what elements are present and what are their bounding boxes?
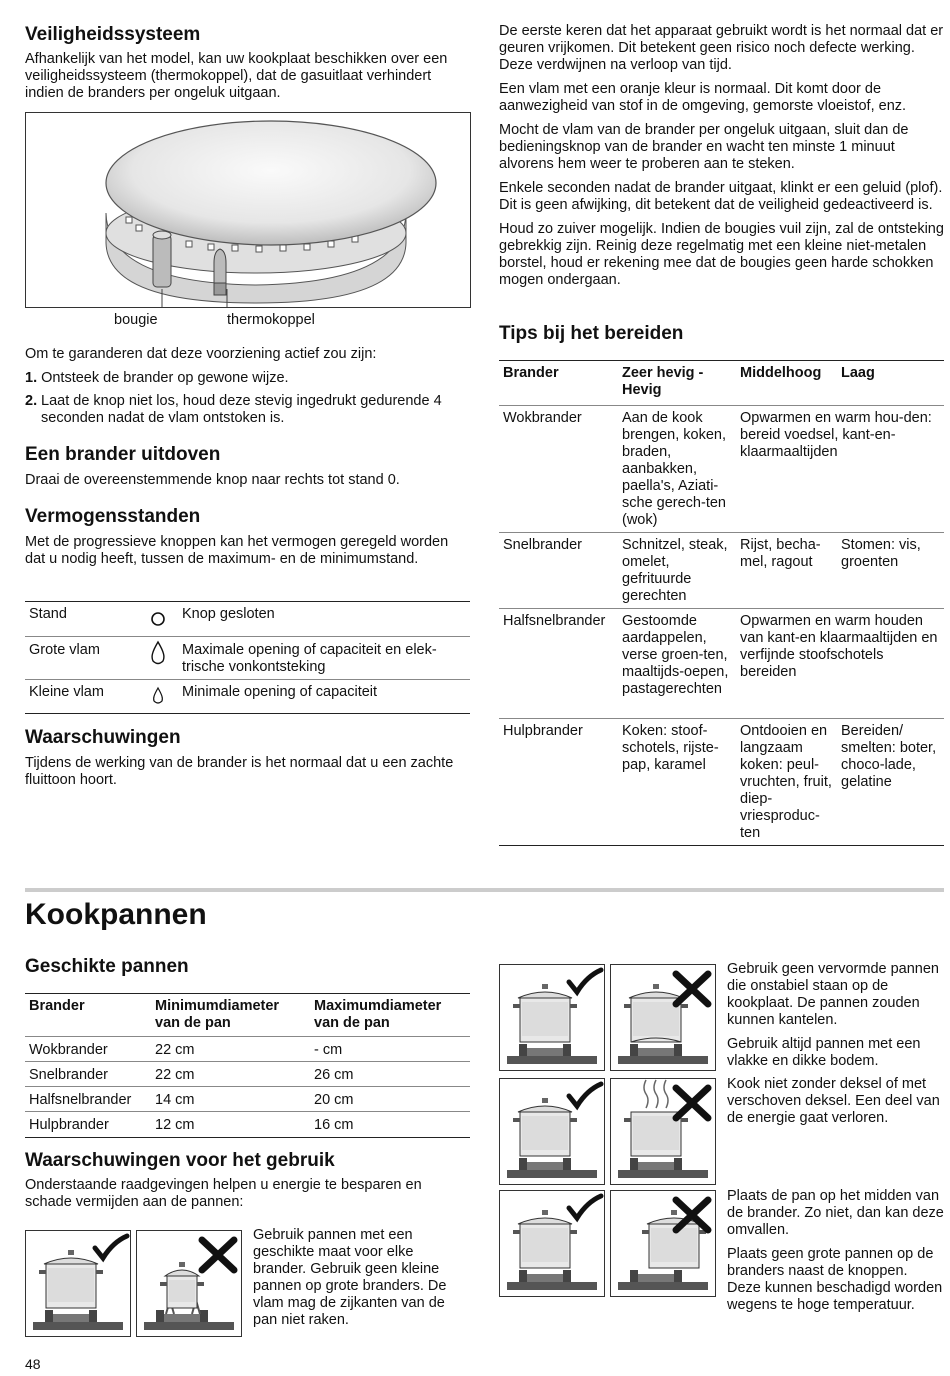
extinguish-title: Een brander uitdoven [25,444,221,465]
tips-cell-hevig: Aan de kook brengen, koken, braden, aanbakken, paella's, Aziati-sche gerech-ten (wok) [622,410,726,528]
closed-circle-icon [150,611,166,627]
suitable-cell: 20 cm [314,1092,354,1108]
suitable-header-max: Maximumdiameter van de pan [314,998,442,1031]
tips-row-snelbrander [499,532,944,609]
tips-row-halfsnelbrander [499,608,944,719]
power-row-desc: Minimale opening of capaciteit [182,684,378,700]
tips-cell-middel-laag: Opwarmen en warm houden van kant-en klaarmaaltijden en verfijnde stoofschotels bereiden [740,613,938,680]
step-1-text: Ontsteek de brander op gewone wijze. [41,370,289,386]
pan-fig-flat [499,964,605,1071]
suitable-cell: 26 cm [314,1067,354,1083]
small-flame-icon [152,686,164,706]
tips-cell-hevig: Gestoomde aardappelen, verse groen-ten, maaltijds-oepen, pastagerechten [622,613,729,697]
suitable-cell: Snelbrander [29,1067,108,1083]
tips-header-brander: Brander [503,365,559,381]
suitable-cell: 22 cm [155,1042,195,1058]
power-row-kleine-vlam [25,679,470,714]
step-1-num: 1. [25,370,38,386]
power-row-label: Grote vlam [29,642,100,658]
suitable-cell: Wokbrander [29,1042,108,1058]
checkmark-pan-icon [25,1230,131,1337]
cross-pan-icon [610,1078,716,1185]
step-2 [25,393,467,427]
safety-title: Veiligheidssysteem [25,24,201,45]
suitable-cell: 22 cm [155,1067,195,1083]
pan-fig-too-small [136,1230,242,1337]
pan-text-lid: Kook niet zonder deksel of met verschoven deksel. Een deel van de energie gaat verloren. [727,1076,940,1126]
step-2-text: Laat de knop niet los, houd deze stevig ingedrukt gedurende 4 seconden nadat de vlam ontstoken is. [41,393,442,426]
tips-header-laag: Laag [841,365,875,381]
checkmark-pan-icon [499,964,605,1071]
suitable-cell: - cm [314,1042,343,1058]
page-number: 48 [25,1356,41,1372]
tips-cell-brander: Wokbrander [503,410,582,426]
tips-cell-laag: Stomen: vis, groenten [841,537,921,570]
para-3: Mocht de vlam van de brander per ongeluk uitgaan, sluit dan de bedieningsknop van de brander en wacht ten minste 1 minuut alvorens hem weer te proberen aan te steken. [499,122,909,172]
pan-fig-offcenter [610,1190,716,1297]
tips-table [499,360,944,846]
para-2: Een vlam met een oranje kleur is normaal. Dit komt door de aanwezigheid van stof in de omgeving, gemorste vloeistof, enz. [499,81,907,114]
large-flame-icon [150,640,166,666]
pan-fig-correct-size [25,1230,131,1337]
safety-intro: Afhankelijk van het model, kan uw kookplaat beschikken over een veiligheidssysteem (thermokoppel), dat de gasuitlaat verhindert indien de branders per ongeluk uitgaan. [25,51,448,101]
power-row-label: Kleine vlam [29,684,104,700]
power-row-stand [25,602,470,636]
cross-pan-icon [610,1190,716,1297]
tips-cell-middel-laag: Opwarmen en warm hou-den: bereid voedsel, kant-en-klaarmaaltijden [740,410,932,460]
section-divider [25,888,944,892]
power-row-label: Stand [29,606,67,622]
suitable-row [25,1086,470,1112]
label-thermokoppel: thermokoppel [227,312,315,328]
suitable-cell: Hulpbrander [29,1117,109,1133]
suitable-header-row [25,994,470,1036]
suitable-cell: Halfsnelbrander [29,1092,132,1108]
pan-fig-deformed [610,964,716,1071]
para-5: Houd zo zuiver mogelijk. Indien de bougies vuil zijn, zal de ontsteking gebrekkig zijn. Reinig deze regelmatig met een kleine niet-metalen borstel, houd er rekening mee dat de bougies geen harde schokken mogen ondergaan. [499,221,944,288]
tips-cell-laag: Bereiden/ smelten: boter, choco-lade, gelatine [841,723,937,790]
warnings-text: Tijdens de werking van de brander is het normaal dat u een zachte fluittoon hoort. [25,755,454,788]
burner-figure [25,112,471,308]
cross-pan-icon [136,1230,242,1337]
cross-pan-icon [610,964,716,1071]
usage-warnings-title: Waarschuwingen voor het gebruik [25,1150,335,1171]
power-text: Met de progressieve knoppen kan het vermogen geregeld worden dat u nodig heeft, tussen de maximum- en de minimumstand. [25,534,449,567]
tips-title: Tips bij het bereiden [499,323,684,344]
suitable-row [25,1111,470,1138]
para-4: Enkele seconden nadat de brander uitgaat, klinkt er een geluid (plof). Dit is geen afwijking, dit betekent dat de veiligheid gedeactiveerd is. [499,180,943,213]
right-paragraphs [499,23,946,289]
extinguish-text: Draai de overeenstemmende knop naar rechts tot stand 0. [25,472,400,488]
pan-text-center: Plaats de pan op het midden van de brander. Zo niet, dan kan deze omvallen. [727,1188,944,1238]
tips-header-hevig: Zeer hevig - Hevig [622,365,704,398]
suitable-header-min: Minimumdiameter van de pan [155,998,280,1031]
step-1 [25,370,467,387]
tips-cell-brander: Halfsnelbrander [503,613,606,629]
usage-warnings-intro: Onderstaande raadgevingen helpen u energie te besparen en schade vermijden aan de pannen: [25,1177,422,1210]
step-2-num: 2. [25,393,38,409]
safety-steps [25,364,467,427]
tips-header-row [499,361,944,405]
tips-cell-hevig: Koken: stoof-schotels, rijste-pap, karamel [622,723,719,773]
power-row-desc: Knop gesloten [182,606,275,622]
para-1: De eerste keren dat het apparaat gebruikt wordt is het normaal dat er geuren vrijkomen. Dit betekent geen risico noch defecte werking. Deze verdwijnen na verloop van tijd. [499,23,944,73]
pan-fig-no-lid [610,1078,716,1185]
burner-illustration [26,113,470,307]
checkmark-pan-icon [499,1078,605,1185]
pans-title: Kookpannen [25,898,207,931]
suitable-header-brander: Brander [29,998,85,1014]
suitable-cell: 16 cm [314,1117,354,1133]
suitable-cell: 14 cm [155,1092,195,1108]
power-table [25,601,470,714]
tips-cell-middel: Rijst, becha-mel, ragout [740,537,821,570]
checkmark-pan-icon [499,1190,605,1297]
tips-cell-brander: Snelbrander [503,537,582,553]
suitable-row [25,1036,470,1062]
pan-text-knobs: Plaats geen grote pannen op de branders naast de knoppen. Deze kunnen beschadigd worden wegens te hoge temperatuur. [727,1246,943,1313]
label-bougie: bougie [114,312,158,328]
pan-text-deformed: Gebruik geen vervormde pannen die onstabiel staan op de kookplaat. De pannen zouden kunnen kantelen. [727,961,939,1028]
suitable-table [25,993,470,1138]
tips-cell-hevig: Schnitzel, steak, omelet, gefrituurde gerechten [622,537,728,604]
pan-text-flat: Gebruik altijd pannen met een vlakke en dikke bodem. [727,1036,921,1069]
tips-row-hulpbrander [499,718,944,846]
suitable-title: Geschikte pannen [25,956,189,977]
tips-cell-brander: Hulpbrander [503,723,583,739]
tips-cell-middel: Ontdooien en langzaam koken: peul-vruchten, fruit, diep-vriesproduc-ten [740,723,832,841]
pan-fig-lid [499,1078,605,1185]
pan-size-text: Gebruik pannen met een geschikte maat voor elke brander. Gebruik geen kleine pannen op grote branders. De vlam mag de zijkanten van de pan niet raken. [253,1227,447,1328]
power-row-desc: Maximale opening of capaciteit en elek-trische vonkontsteking [182,642,437,675]
suitable-row [25,1061,470,1087]
power-title: Vermogensstanden [25,506,201,527]
guarantee-text: Om te garanderen dat deze voorziening actief zou zijn: [25,346,377,362]
pan-fig-centered [499,1190,605,1297]
tips-row-wokbrander [499,405,944,533]
power-row-grote-vlam [25,636,470,680]
tips-header-middel: Middelhoog [740,365,822,381]
warnings-title: Waarschuwingen [25,727,181,748]
suitable-cell: 12 cm [155,1117,195,1133]
